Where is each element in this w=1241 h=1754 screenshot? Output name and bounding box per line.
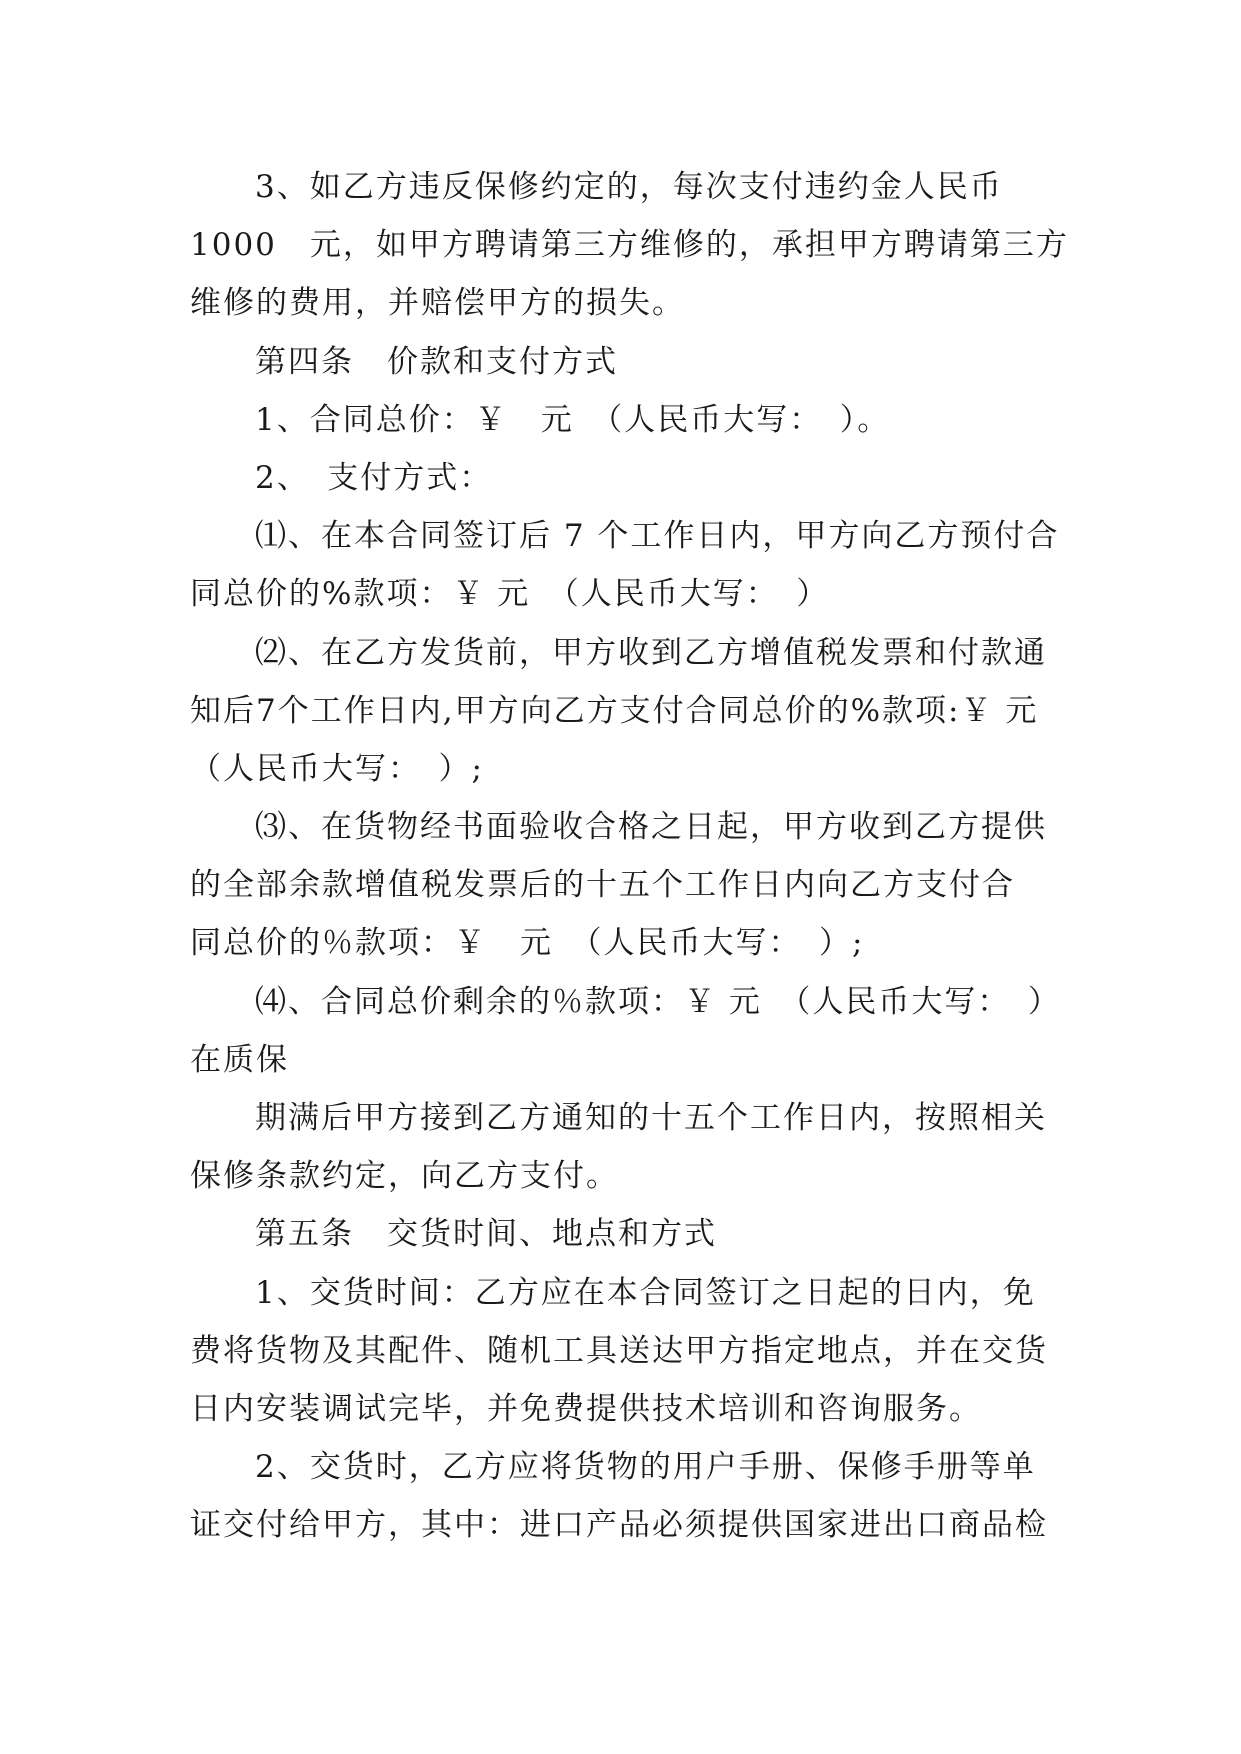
text-line: ⑵、在乙方发货前，甲方收到乙方增值税发票和付款通	[255, 634, 1047, 671]
text-line: ⑷、合同总价剩余的％款项：￥ 元 （人民币大写： ）	[255, 983, 1061, 1020]
text-line: 证交付给甲方，其中：进口产品必须提供国家进出口商品检	[190, 1507, 1048, 1544]
text-line: 保修条款约定，向乙方支付。	[190, 1158, 619, 1195]
text-line: 1、合同总价：￥ 元 （人民币大写： ）。	[255, 401, 891, 438]
text-line: ⑶、在货物经书面验收合格之日起，甲方收到乙方提供	[255, 809, 1047, 846]
text-line: 2、交货时，乙方应将货物的用户手册、保修手册等单	[255, 1449, 1036, 1486]
text-line: 2、 支付方式：	[255, 459, 493, 496]
text-line: 同总价的％款项：￥ 元 （人民币大写： ）;	[190, 925, 865, 962]
text-line: 1、交货时间：乙方应在本合同签订之日起的日内，免	[255, 1274, 1036, 1311]
text-line: 的全部余款增值税发票后的十五个工作日内向乙方支付合	[190, 867, 1015, 904]
text-line: 维修的费用，并赔偿甲方的损失。	[190, 285, 685, 322]
text-line: 3、如乙方违反保修约定的，每次支付违约金人民币	[255, 169, 1003, 205]
article-heading: 第五条 交货时间、地点和方式	[255, 1216, 717, 1253]
text-line: （人民币大写： ）;	[190, 750, 484, 787]
text-line: 1000 元，如甲方聘请第三方维修的，承担甲方聘请第三方	[190, 227, 1069, 264]
contract-body	[190, 158, 1069, 1555]
text-line: ⑴、在本合同签订后 7 个工作日内，甲方向乙方预付合	[255, 518, 1060, 555]
text-line: 同总价的%款项：￥ 元 （人民币大写： ）	[190, 576, 830, 613]
text-line: 日内安装调试完毕，并免费提供技术培训和咨询服务。	[190, 1390, 982, 1427]
article-heading: 第四条 价款和支付方式	[255, 343, 618, 380]
text-line: 知后7个工作日内,甲方向乙方支付合同总价的%款项:￥ 元	[190, 692, 1039, 729]
text-line: 费将货物及其配件、随机工具送达甲方指定地点，并在交货	[190, 1332, 1048, 1369]
text-line: 期满后甲方接到乙方通知的十五个工作日内，按照相关	[255, 1100, 1047, 1136]
text-line: 在质保	[190, 1041, 289, 1078]
